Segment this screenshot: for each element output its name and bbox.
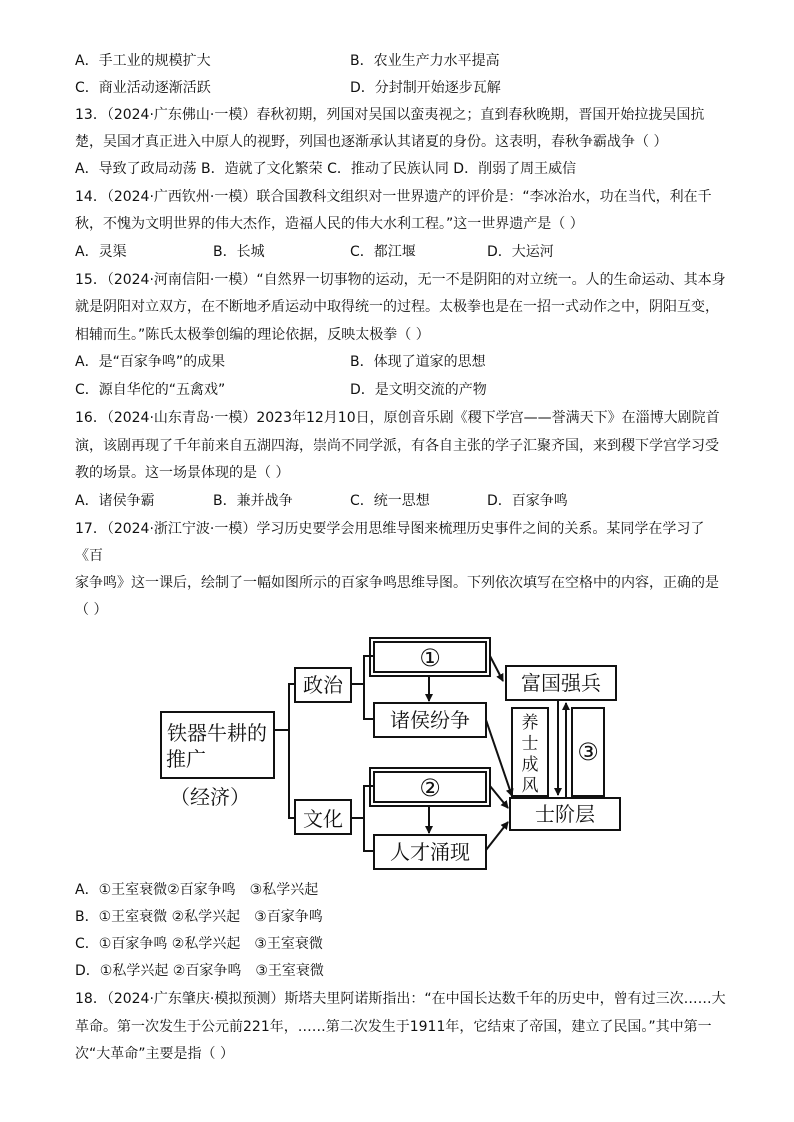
q16-option-a: A．诸侯争霸 (75, 493, 155, 509)
q15-stem-line3: 相辅而生。”陈氏太极拳创编的理论依据，反映太极拳（ ） (75, 327, 430, 343)
blank3-box (572, 708, 604, 796)
q14-stem-line2: 秋，不愧为文明世界的伟大杰作，造福人民的伟大水利工程。”这一世界遗产是（ ） (75, 216, 584, 232)
q13-stem-line1: 13．（2024·广东佛山·一模）春秋初期，列国对吴国以蛮夷视之；直到春秋晚期，晋国开始拉拢吴国抗 (75, 107, 705, 123)
blank1-label: ① (419, 644, 441, 672)
q17-stem-line3: 家争鸣》这一课后，绘制了一幅如图所示的百家争鸣思维导图。下列依次填写在空格中的内容，正确的是 (75, 575, 719, 591)
q14-option-c: C．都江堰 (350, 244, 416, 260)
q17-option-a: A．①王室衰微②百家争鸣 ③私学兴起 (75, 882, 319, 898)
q16-stem-line2: 演，该剧再现了千年前来自五湖四海，崇尚不同学派，有各自主张的学子汇聚齐国，来到稷下学宫学习受 (75, 438, 719, 454)
blank3-label: ③ (577, 738, 599, 766)
q12-option-a: A．手工业的规模扩大 (75, 53, 211, 69)
yangshi-char-1: 养 (521, 713, 539, 733)
q15-option-a: A．是“百家争鸣”的成果 (75, 354, 226, 370)
q17-option-b: B．①王室衰微 ②私学兴起 ③百家争鸣 (75, 909, 323, 925)
q15-stem-line1: 15．（2024·河南信阳·一模）“自然界一切事物的运动，无一不是阴阳的对立统一。人的生命运动、其本身 (75, 272, 726, 288)
q17-stem-line2: 《百 (75, 548, 103, 564)
q16-stem-line1: 16．（2024·山东青岛·一模）2023年12月10日，原创音乐剧《稷下学宫——誉满天下》在淄博大剧院首 (75, 410, 720, 426)
scholars-label: 士阶层 (535, 802, 595, 826)
q15-option-c: C．源自华佗的“五禽戏” (75, 382, 226, 398)
yangshi-char-3: 成 (521, 755, 539, 775)
q18-stem-line1: 18．（2024·广东肇庆·模拟预测）斯塔夫里阿诺斯指出：“在中国长达数千年的历史中，曾有过三次……大 (75, 991, 726, 1007)
q15-option-b: B．体现了道家的思想 (350, 354, 486, 370)
q14-option-b: B．长城 (213, 244, 265, 260)
q12-option-c: C．商业活动逐渐活跃 (75, 80, 211, 96)
q18-stem-line2: 革命。第一次发生于公元前221年，……第二次发生于1911年，它结束了帝国，建立了民国。”其中第一 (75, 1019, 712, 1035)
blank2-label: ② (419, 774, 441, 802)
root-box (161, 712, 274, 778)
q13-options: A．导致了政局动荡 B．造就了文化繁荣 C．推动了民族认同 D．削弱了周王威信 (75, 161, 577, 177)
q18-stem-line3: 次“大革命”主要是指（ ） (75, 1046, 234, 1062)
yangshi-char-4: 风 (521, 776, 539, 796)
talents-label: 人才涌现 (390, 840, 470, 864)
root-label-line1: 铁器牛耕的 (167, 721, 267, 745)
culture-box (295, 800, 351, 834)
blank1-box (374, 642, 486, 672)
q14-option-d: D．大运河 (487, 244, 554, 260)
blank2-box (374, 772, 486, 802)
scholars-box (510, 798, 620, 830)
q14-option-a: A．灵渠 (75, 244, 127, 260)
q12-option-b: B．农业生产力水平提高 (350, 53, 500, 69)
q16-option-b: B．兼并战争 (213, 493, 293, 509)
q12-option-d: D．分封制开始逐步瓦解 (350, 80, 501, 96)
yangshi-box (512, 708, 548, 796)
root-note: （经济） (170, 785, 250, 809)
q16-option-d: D．百家争鸣 (487, 493, 568, 509)
q17-option-c: C．①百家争鸣 ②私学兴起 ③王室衰微 (75, 936, 323, 952)
q15-stem-line2: 就是阴阳对立双方，在不断地矛盾运动中取得统一的过程。太极拳也是在一招一式动作之中，阴阳互变， (75, 299, 719, 315)
q16-stem-line3: 教的场景。这一场景体现的是（ ） (75, 465, 290, 481)
yangshi-char-2: 士 (521, 734, 539, 754)
q13-stem-line2: 楚，吴国才真正进入中原人的视野，列国也逐渐承认其诸夏的身份。这表明，春秋争霸战争（ ） (75, 134, 668, 150)
wars-box (374, 703, 486, 737)
q17-option-d: D．①私学兴起 ②百家争鸣 ③王室衰微 (75, 963, 324, 979)
root-label-line2: 推广 (166, 747, 206, 771)
rich-box (506, 666, 616, 700)
q17-stem-line1: 17．（2024·浙江宁波·一模）学习历史要学会用思维导图来梳理历史事件之间的关系。某同学在学习了 (75, 521, 705, 537)
politics-box (295, 668, 351, 702)
q15-option-d: D．是文明交流的产物 (350, 382, 487, 398)
politics-label: 政治 (303, 673, 343, 697)
q14-stem-line1: 14．（2024·广西钦州·一模）联合国教科文组织对一世界遗产的评价是：“李冰治水，功在当代，利在千 (75, 189, 712, 205)
rich-label: 富国强兵 (521, 671, 601, 695)
wars-label: 诸侯纷争 (390, 708, 470, 732)
talents-box (374, 835, 486, 869)
culture-label: 文化 (303, 807, 343, 831)
q16-option-c: C．统一思想 (350, 493, 430, 509)
q17-stem-line4: （ ） (75, 602, 108, 618)
